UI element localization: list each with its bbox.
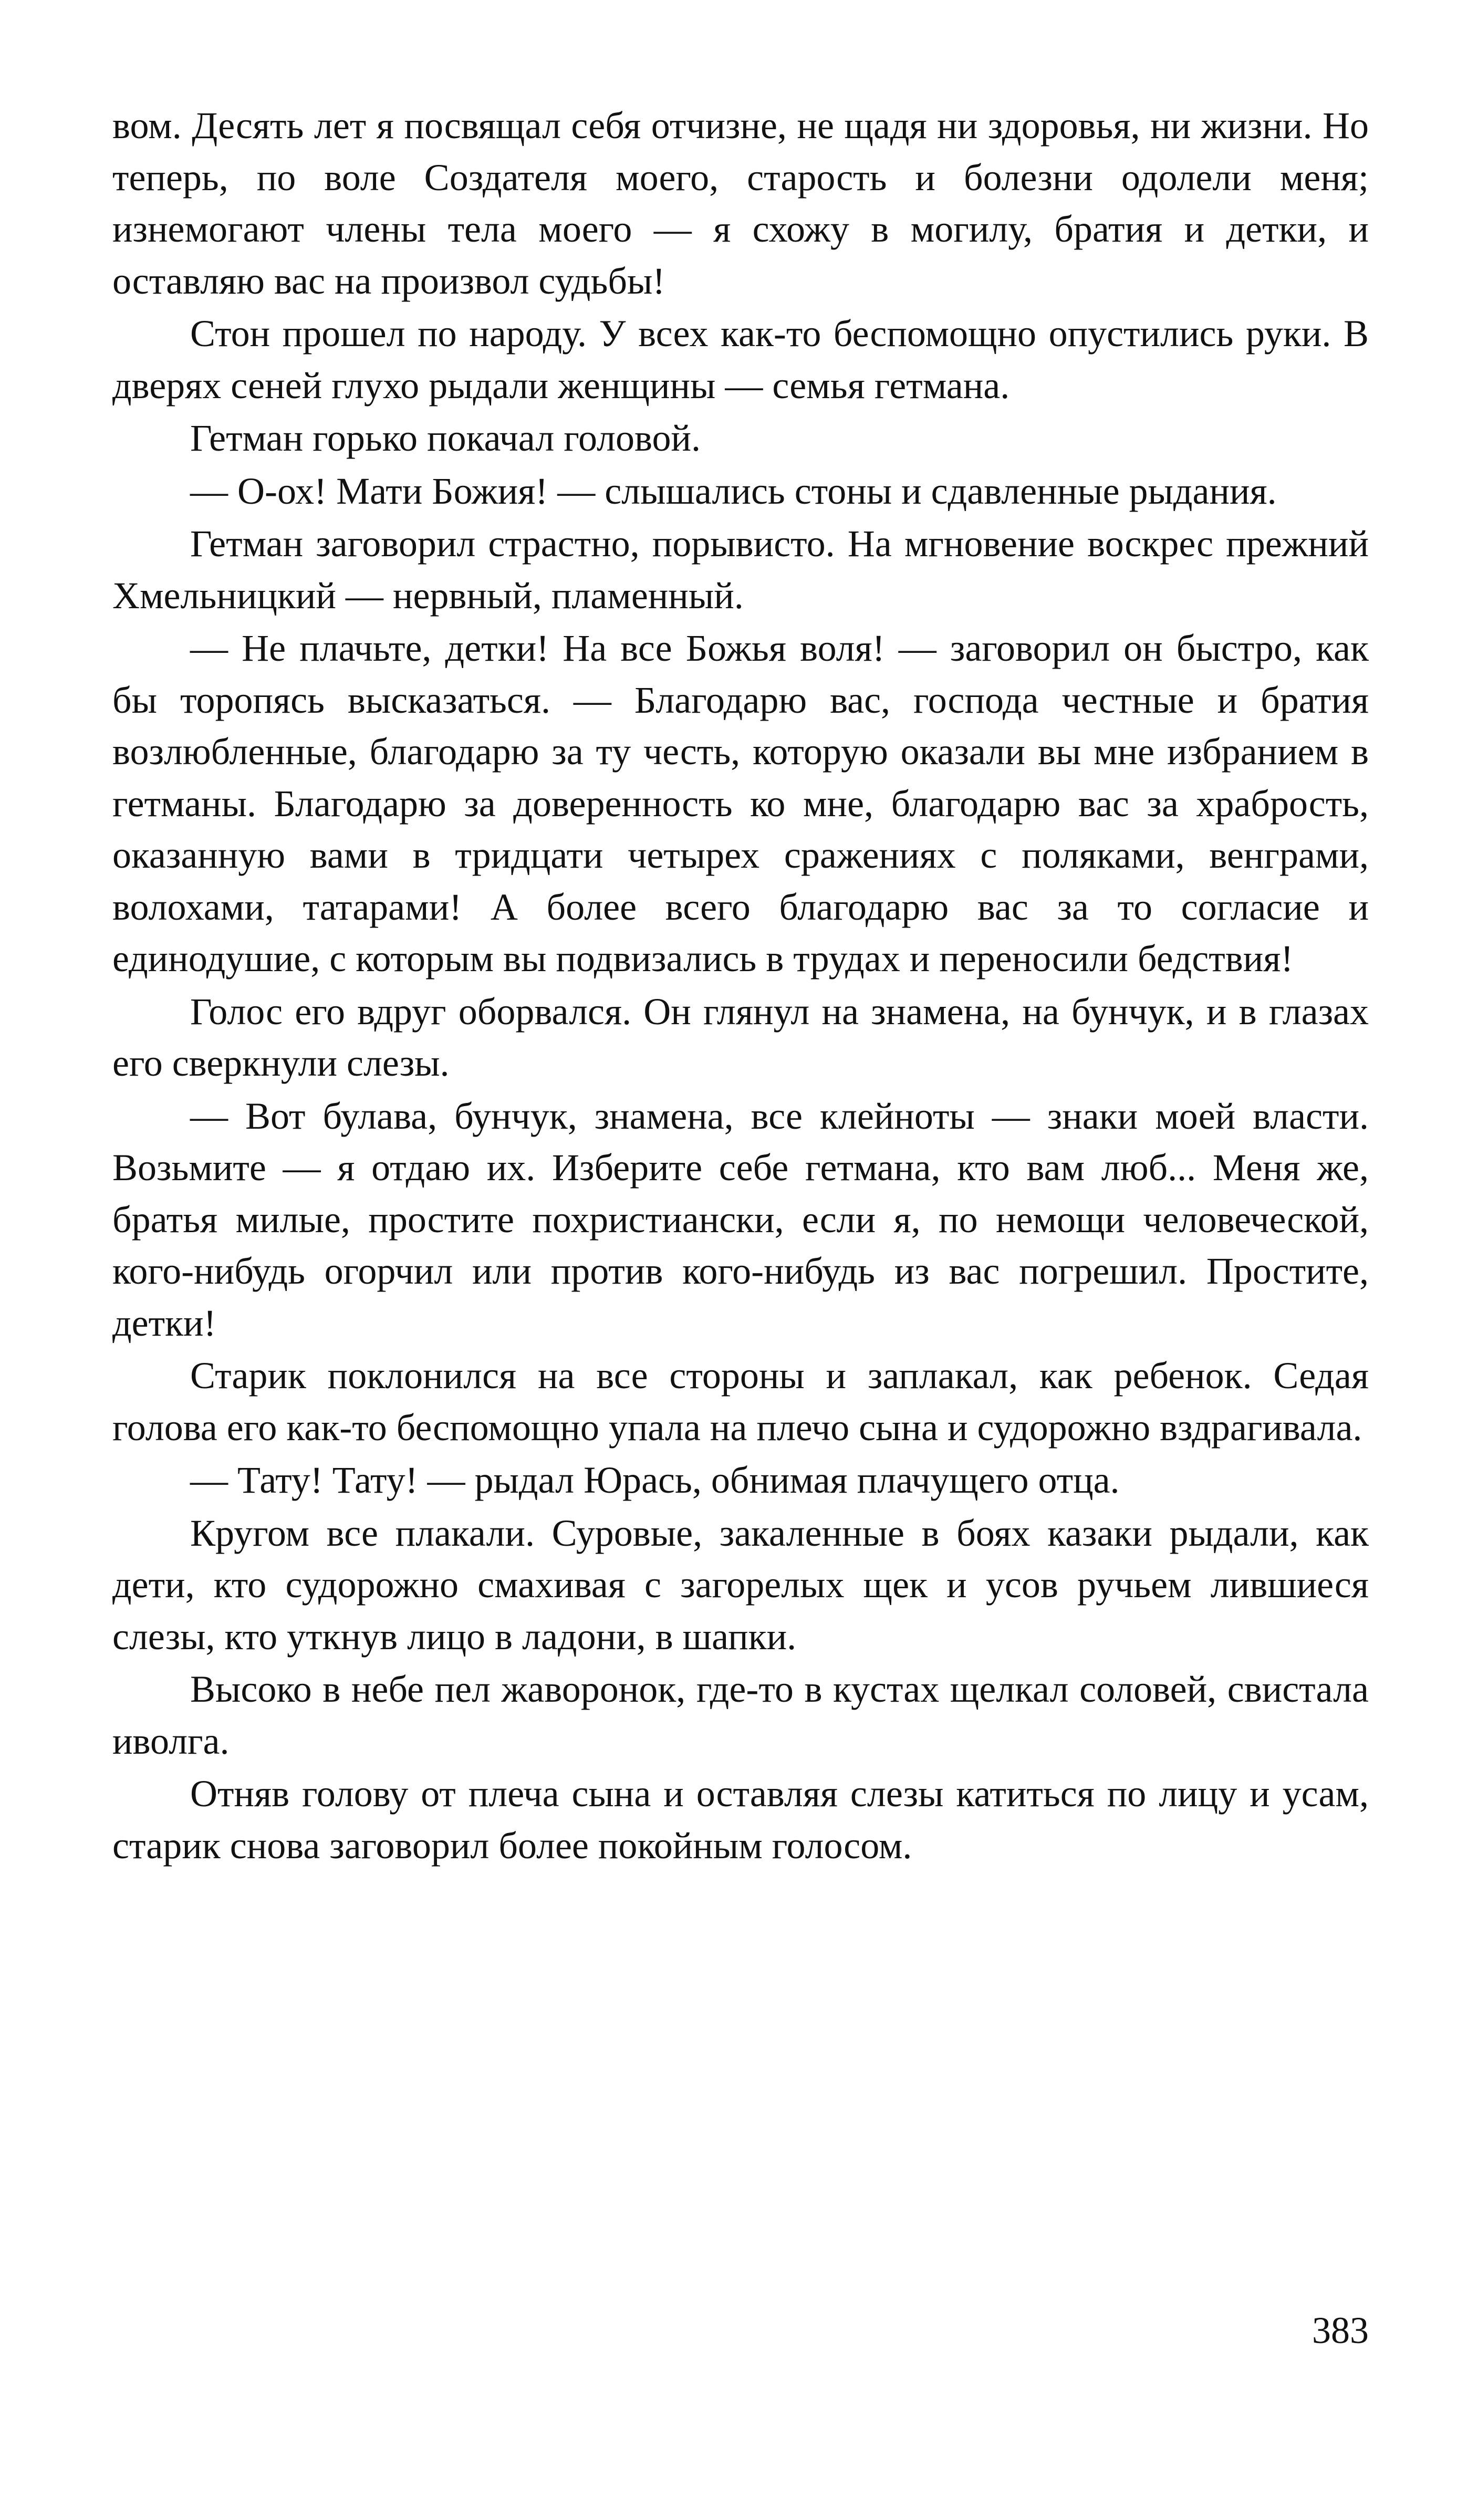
paragraph: Гетман заговорил страстно, порывисто. На мгновение воскрес прежний Хмельницкий — нервный, пламенный. [112,523,1369,617]
paragraph: Кругом все плакали. Суровые, закаленные в боях казаки рыдали, как дети, кто судорожно смахивая с загорелых щек и усов ручьем лившиеся слезы, кто уткнув лицо в ладони, в шапки. [112,1512,1369,1658]
paragraph: Стон прошел по народу. У всех как-то беспомощно опустились руки. В дверях сеней глухо рыдали женщины — семья гетмана. [112,313,1369,407]
paragraph: Голос его вдруг оборвался. Он глянул на знамена, на бунчук, и в глазах его сверкнули слезы. [112,990,1369,1084]
paragraph: — Не плачьте, детки! На все Божья воля! — заговорил он быстро, как бы торопясь высказаться. — Благодарю вас, господа честные и братия возлюбленные, благодарю за ту честь, которую оказали вы мне избранием в гетманы. Благодарю за доверенность ко мне, благодарю вас за храбрость, оказанную вами в тридцати четырех сражениях с поляками, венграми, волохами, татарами! А более всего благодарю вас за то согласие и единодушие, с которым вы подвизались в трудах и переносили бедствия! [112,627,1369,980]
paragraph: — Тату! Тату! — рыдал Юрась, обнимая плачущего отца. [190,1459,1120,1501]
paragraph: Отняв голову от плеча сына и оставляя слезы катиться по лицу и усам, старик снова заговорил более покойным голосом. [112,1773,1369,1867]
page-number: 383 [1312,2309,1369,2351]
paragraph: Старик поклонился на все стороны и заплакал, как ребенок. Седая голова его как-то беспомощно упала на плечо сына и судорожно вздрагивала. [112,1355,1369,1449]
paragraph: Высоко в небе пел жаворонок, где-то в кустах щелкал соловей, свистала иволга. [112,1668,1369,1762]
paragraph: — Вот булава, бунчук, знамена, все клейноты — знаки моей власти. Возьмите — я отдаю их. Изберите себе гетмана, кто вам люб... Меня же, братья милые, простите похристиански, если я, по немощи человеческой, кого-нибудь огорчил или против кого-нибудь из вас погрешил. Простите, детки! [112,1095,1369,1344]
paragraph: — О-ох! Мати Божия! — слышались стоны и сдавленные рыдания. [190,470,1277,512]
paragraph: вом. Десять лет я посвящал себя отчизне, не щадя ни здоровья, ни жизни. Но теперь, по воле Создателя моего, старость и болезни одолели меня; изнемогают члены тела моего — я схожу в могилу, братия и детки, и оставляю вас на произвол судьбы! [112,105,1369,302]
page-body [112,100,1369,1871]
paragraph: Гетман горько покачал головой. [190,417,701,459]
